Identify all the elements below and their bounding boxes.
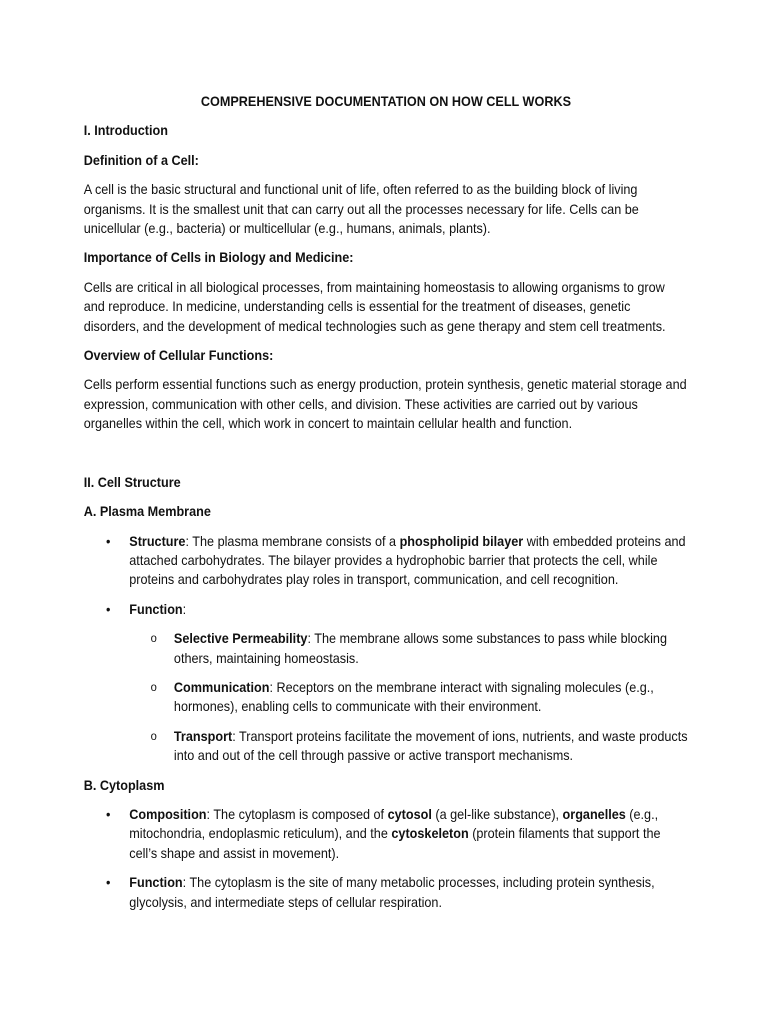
plasma-membrane-heading: A. Plasma Membrane — [83, 504, 211, 520]
document-title: COMPREHENSIVE DOCUMENTATION ON HOW CELL WORKS — [200, 94, 572, 109]
function-colon: : — [182, 601, 187, 617]
structure-label: Structure — [129, 533, 186, 549]
sub-item-label: Communication — [173, 679, 270, 695]
sub-item-text: : Receptors on the membrane interact with signaling molecules (e.g., hormones), enabling cells to communicate with their environment. — [173, 679, 654, 715]
cytosol-term: cytosol — [387, 806, 432, 822]
list-item — [84, 532, 689, 590]
cytoplasm-function-label: Function — [129, 875, 183, 891]
sub-list-item — [84, 727, 689, 766]
cytoplasm-function-text: : The cytoplasm is the site of many metabolic processes, including protein synthesis, glycolysis, and intermediate steps of cellular respiration. — [129, 875, 655, 910]
composition-text-3: (e.g., mitochondria, endoplasmic reticulum), and the — [129, 806, 659, 842]
composition-text-1: : The cytoplasm is composed of — [206, 806, 388, 822]
phospholipid-term: phospholipid bilayer — [399, 533, 524, 549]
section-spacer — [84, 444, 689, 473]
structure-text-post: with embedded proteins and attached carbohydrates. The bilayer provides a hydrophobic barrier that protects the cell, while proteins and carbohydrates play roles in transport, communication, and cell recognition. — [129, 533, 686, 588]
importance-paragraph: Cells are critical in all biological processes, from maintaining homeostasis to allowing organisms to grow and reproduce. In medicine, understanding cells is essential for the treatment of diseases, genetic disorders, and the development of medical technologies such as gene therapy and stem cell treatments. — [83, 279, 666, 334]
sub-item-label: Selective Permeability — [173, 631, 308, 647]
cytoskeleton-term: cytoskeleton — [391, 826, 469, 842]
composition-label: Composition — [129, 806, 207, 822]
sub-item-text: : The membrane allows some substances to pass while blocking others, maintaining homeostasis. — [173, 631, 667, 666]
sub-item-label: Transport — [173, 728, 233, 744]
structure-text-pre: : The plasma membrane consists of a — [185, 533, 400, 549]
sub-list-item — [84, 678, 689, 717]
sub-item-text: : Transport proteins facilitate the movement of ions, nutrients, and waste products into and out of the cell through passive or active transport mechanisms. — [173, 728, 688, 764]
section-heading-cell-structure: II. Cell Structure — [83, 474, 181, 490]
list-item — [84, 805, 689, 863]
definition-paragraph: A cell is the basic structural and functional unit of life, often referred to as the building block of living organisms. It is the smallest unit that can carry out all the processes necessary for life. Cells can be unicellular (e.g., bacteria) or multicellular (e.g., humans, animals, plants). — [83, 182, 639, 237]
composition-text-2: (a gel-like substance), — [431, 806, 563, 822]
cytoplasm-list — [84, 805, 689, 912]
organelles-term: organelles — [562, 806, 626, 822]
function-label: Function — [129, 601, 183, 617]
list-item — [84, 873, 689, 912]
sub-list-item — [84, 629, 689, 668]
list-item — [84, 600, 689, 766]
composition-text-4: (protein filaments that support the cell’s shape and assist in movement). — [129, 826, 661, 861]
function-sublist — [129, 629, 688, 765]
section-heading-introduction: I. Introduction — [83, 123, 168, 139]
overview-paragraph: Cells perform essential functions such as energy production, protein synthesis, genetic material storage and expression, communication with other cells, and division. These activities are carried out by various organelles within the cell, which work in concert to maintain cellular health and function. — [83, 377, 687, 432]
cytoplasm-heading: B. Cytoplasm — [83, 777, 165, 793]
plasma-membrane-list — [84, 532, 689, 766]
definition-heading: Definition of a Cell: — [83, 152, 199, 168]
overview-heading: Overview of Cellular Functions: — [83, 348, 274, 364]
importance-heading: Importance of Cells in Biology and Medicine: — [83, 250, 354, 266]
